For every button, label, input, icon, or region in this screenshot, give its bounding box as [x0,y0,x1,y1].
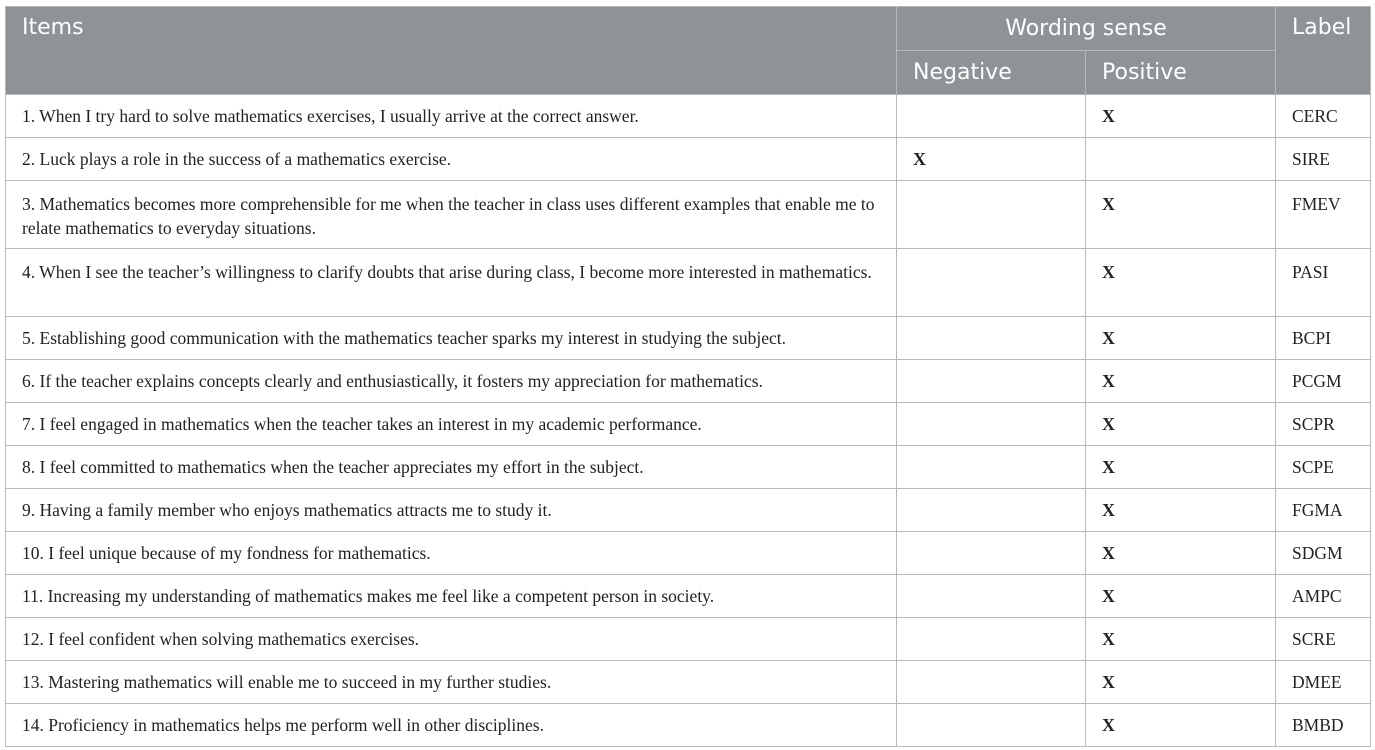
positive-column-header: Positive [1086,51,1276,95]
table-row [6,575,1371,618]
item-label: PCGM [1276,360,1371,403]
negative-mark [897,360,1086,403]
table-row [6,618,1371,661]
positive-mark: X [1086,249,1276,317]
item-text: 1. When I try hard to solve mathematics exercises, I usually arrive at the correct answer. [6,95,897,138]
negative-mark [897,575,1086,618]
item-text: 6. If the teacher explains concepts clearly and enthusiastically, it fosters my appreciation for mathematics. [6,360,897,403]
item-text: 8. I feel committed to mathematics when the teacher appreciates my effort in the subject. [6,446,897,489]
item-text: 5. Establishing good communication with the mathematics teacher sparks my interest in studying the subject. [6,317,897,360]
positive-mark [1086,138,1276,181]
negative-mark [897,704,1086,747]
item-label: BMBD [1276,704,1371,747]
item-label: FMEV [1276,181,1371,249]
positive-mark: X [1086,618,1276,661]
negative-mark [897,489,1086,532]
table-row [6,317,1371,360]
negative-mark [897,403,1086,446]
positive-mark: X [1086,575,1276,618]
item-label: SDGM [1276,532,1371,575]
positive-mark: X [1086,181,1276,249]
table-row [6,249,1371,317]
item-text: 7. I feel engaged in mathematics when the teacher takes an interest in my academic performance. [6,403,897,446]
positive-mark: X [1086,360,1276,403]
negative-mark [897,317,1086,360]
item-label: PASI [1276,249,1371,317]
table-body [6,95,1371,747]
item-text: 10. I feel unique because of my fondness for mathematics. [6,532,897,575]
positive-mark: X [1086,704,1276,747]
positive-mark: X [1086,446,1276,489]
negative-mark [897,661,1086,704]
item-text: 4. When I see the teacher’s willingness to clarify doubts that arise during class, I become more interested in mathematics. [6,249,897,317]
item-label: SIRE [1276,138,1371,181]
positive-mark: X [1086,403,1276,446]
table-row [6,489,1371,532]
negative-mark: X [897,138,1086,181]
positive-mark: X [1086,317,1276,360]
item-label: CERC [1276,95,1371,138]
wording-sense-header: Wording sense [897,7,1276,51]
table-row [6,95,1371,138]
item-label: SCRE [1276,618,1371,661]
table-row [6,446,1371,489]
item-label: AMPC [1276,575,1371,618]
item-text: 11. Increasing my understanding of mathematics makes me feel like a competent person in society. [6,575,897,618]
item-text: 14. Proficiency in mathematics helps me perform well in other disciplines. [6,704,897,747]
item-label: BCPI [1276,317,1371,360]
positive-mark: X [1086,489,1276,532]
table-row [6,704,1371,747]
wording-sense-table [5,6,1371,747]
negative-column-header: Negative [897,51,1086,95]
positive-mark: X [1086,532,1276,575]
item-text: 13. Mastering mathematics will enable me to succeed in my further studies. [6,661,897,704]
positive-mark: X [1086,661,1276,704]
table-row [6,138,1371,181]
table-row [6,181,1371,249]
negative-mark [897,532,1086,575]
item-text: 2. Luck plays a role in the success of a mathematics exercise. [6,138,897,181]
items-column-header: Items [6,7,897,95]
table-row [6,661,1371,704]
item-label: DMEE [1276,661,1371,704]
table-row [6,532,1371,575]
positive-mark: X [1086,95,1276,138]
negative-mark [897,249,1086,317]
label-column-header: Label [1276,7,1371,95]
item-label: SCPR [1276,403,1371,446]
item-text: 12. I feel confident when solving mathematics exercises. [6,618,897,661]
table-row [6,403,1371,446]
item-text: 9. Having a family member who enjoys mathematics attracts me to study it. [6,489,897,532]
negative-mark [897,181,1086,249]
table-header [6,7,1371,95]
negative-mark [897,446,1086,489]
table-row [6,360,1371,403]
negative-mark [897,618,1086,661]
item-text: 3. Mathematics becomes more comprehensible for me when the teacher in class uses different examples that enable me to relate mathematics to everyday situations. [6,181,897,249]
item-label: SCPE [1276,446,1371,489]
negative-mark [897,95,1086,138]
item-label: FGMA [1276,489,1371,532]
